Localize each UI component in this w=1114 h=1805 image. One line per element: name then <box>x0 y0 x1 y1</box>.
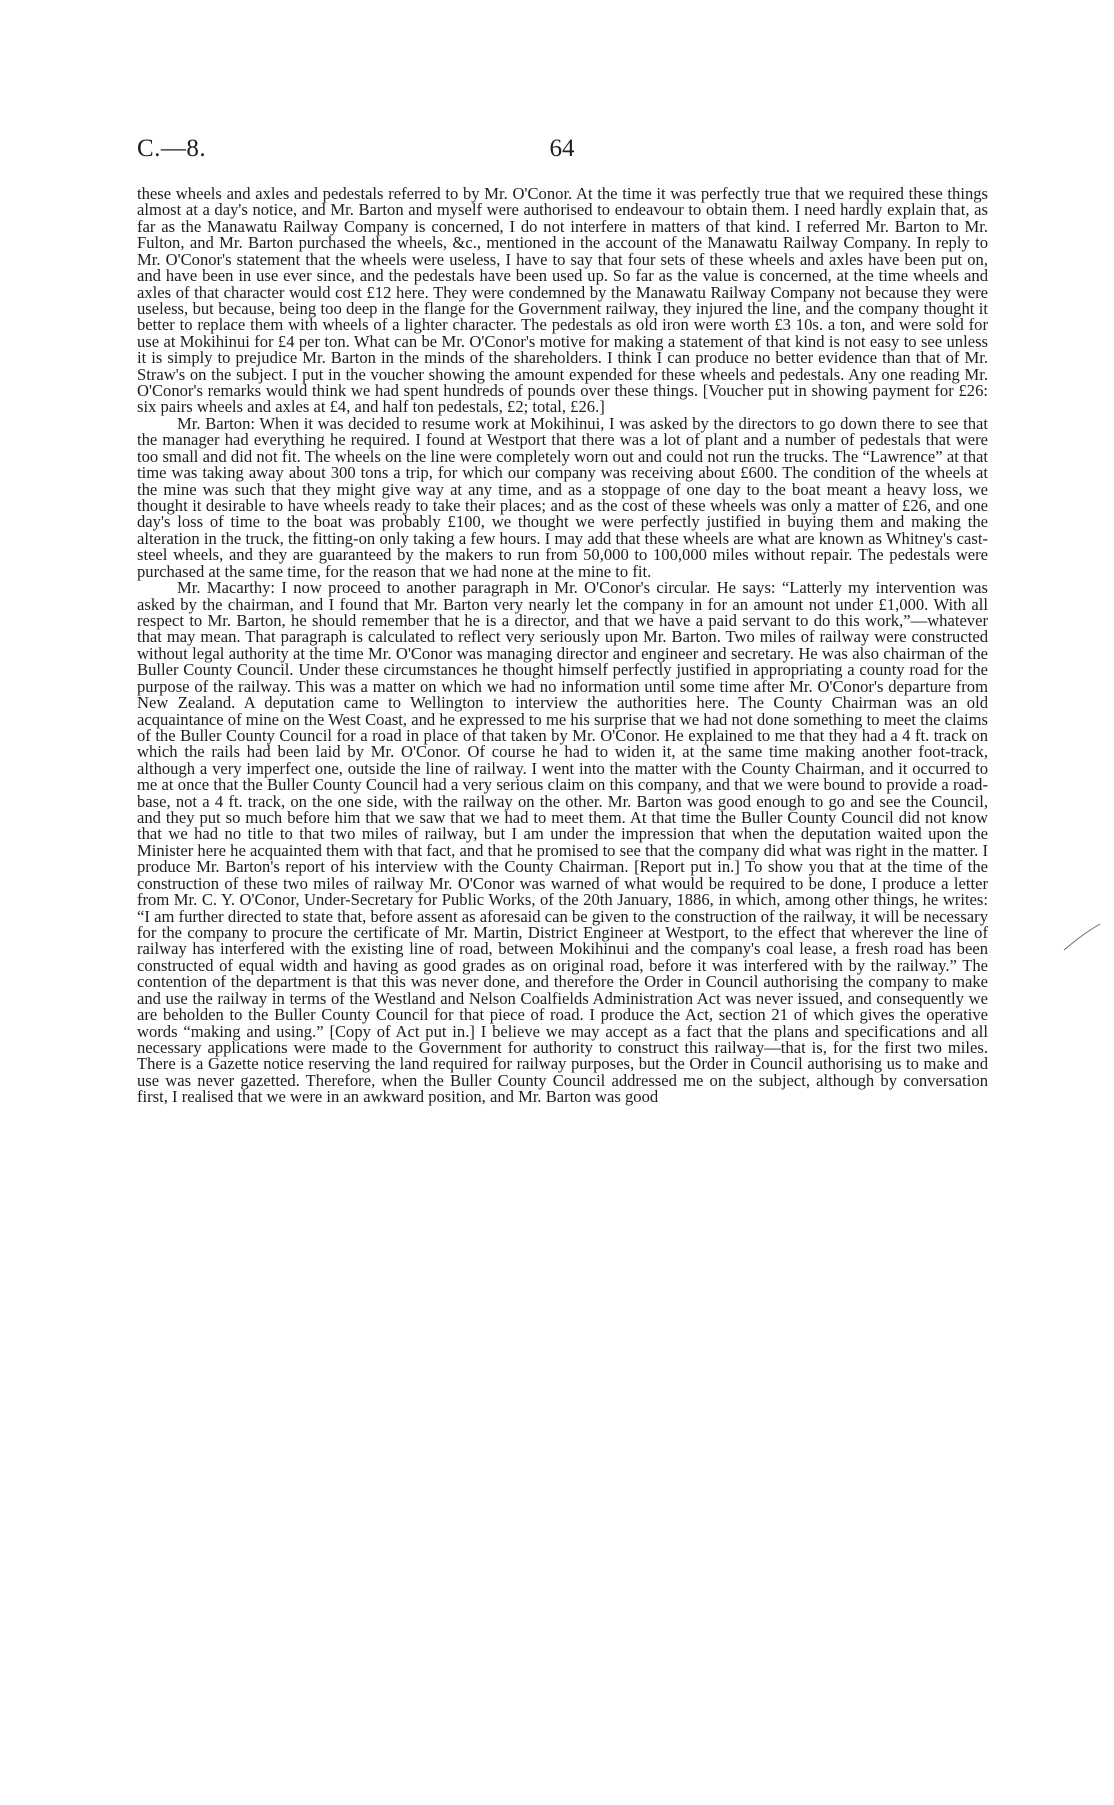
body-text <box>137 186 988 1106</box>
page-number: 64 <box>549 135 575 162</box>
paragraph-continued: these wheels and axles and pedestals referred to by Mr. O'Conor. At the time it was perfectly true that we required these things almost at a day's notice, and Mr. Barton and myself were authorised to endeavour to obtain them. I need hardly explain that, as far as the Manawatu Railway Company is concerned, I do not interfere in matters of that kind. I referred Mr. Barton to Mr. Fulton, and Mr. Barton purchased the wheels, &c., mentioned in the account of the Manawatu Railway Company. In reply to Mr. O'Conor's statement that the wheels were useless, I have to say that four sets of these wheels and axles have been put on, and have been in use ever since, and the pedestals have been used up. So far as the value is concerned, at the time wheels and axles of that character would cost £12 here. They were condemned by the Manawatu Railway Company not because they were useless, but because, being too deep in the flange for the Government railway, they injured the line, and the company thought it better to replace them with wheels of a lighter character. The pedestals as old iron were worth £3 10s. a ton, and were sold for use at Mokihinui for £4 per ton. What can be Mr. O'Conor's motive for making a statement of that kind is not easy to see unless it is simply to prejudice Mr. Barton in the minds of the shareholders. I think I can produce no better evidence than that of Mr. Straw's on the subject. I put in the voucher showing the amount expended for these wheels and pedestals. Any one reading Mr. O'Conor's remarks would think we had spent hundreds of pounds over these things. [Voucher put in showing payment for £26: six pairs wheels and axles at £4, and half ton pedestals, £2; total, £26.] <box>137 184 988 417</box>
document-reference: C.—8. <box>137 135 207 162</box>
page-header <box>137 135 987 171</box>
paragraph-macarthy: Mr. Macarthy: I now proceed to another paragraph in Mr. O'Conor's circular. He says: “Latterly my intervention was asked by the chairman, and I found that Mr. Barton very nearly let the company in for an amount not under £1,000. With all respect to Mr. Barton, he should remember that he is a director, and that we have a paid servant to do this work,”—whatever that may mean. That paragraph is calculated to reflect very seriously upon Mr. Barton. Two miles of railway were constructed without legal authority at the time Mr. O'Conor was managing director and engineer and secretary. He was also chairman of the Buller County Council. Under these circumstances he thought himself perfectly justified in appropriating a county road for the purpose of the railway. This was a matter on which we had no information until some time after Mr. O'Conor's departure from New Zealand. A deputation came to Wellington to interview the authorities here. The County Chairman was an old acquaintance of mine on the West Coast, and he expressed to me his surprise that we had not done something to meet the claims of the Buller County Council for a road in place of that taken by Mr. O'Conor. He explained to me that they had a 4 ft. track on which the rails had been laid by Mr. O'Conor. Of course he had to widen it, at the same time making another foot-track, although a very imperfect one, outside the line of railway. I went into the matter with the County Chairman, and it occurred to me at once that the Buller County Council had a very serious claim on this company, and that we were bound to provide a road-base, not a 4 ft. track, on the one side, with the railway on the other. Mr. Barton was good enough to go and see the Council, and they put so much before him that we saw that we had to meet them. At that time the Buller County Council did not know that we had no title to that two miles of railway, but I am under the impression that when the deputation waited upon the Minister here he acquainted them with that fact, and that he promised to see that the company did what was right in the matter. I produce Mr. Barton's report of his interview with the County Chairman. [Report put in.] To show you that at the time of the construction of these two miles of railway Mr. O'Conor was warned of what would be required to be done, I produce a letter from Mr. C. Y. O'Conor, Under-Secretary for Public Works, of the 20th January, 1886, in which, among other things, he writes: “I am further directed to state that, before assent as aforesaid can be given to the construction of the railway, it will be necessary for the company to procure the certificate of Mr. Martin, District Engineer at Westport, to the effect that wherever the line of railway has interfered with the existing line of road, between Mokihinui and the company's coal lease, a fresh road has been constructed of equal width and having as good grades as on original road, before it was interfered with by the railway.” The contention of the department is that this was never done, and therefore the Order in Council authorising the company to make and use the railway in terms of the Westland and Nelson Coalfields Administration Act was never issued, and consequently we are beholden to the Buller County Council for that piece of road. I produce the Act, section 21 of which gives the operative words “making and using.” [Copy of Act put in.] I believe we may accept as a fact that the plans and specifications and all necessary applications were made to the Government for authority to construct this railway—that is, for the first two miles. There is a Gazette notice reserving the land required for railway purposes, but the Order in Council authorising us to make and use was never gazetted. Therefore, when the Buller County Council addressed me on the subject, although by conversation first, I realised that we were in an awkward position, and Mr. Barton was good <box>137 578 988 1107</box>
paragraph-barton: Mr. Barton: When it was decided to resume work at Mokihinui, I was asked by the directors to go down there to see that the manager had everything he required. I found at Westport that there was a lot of plant and a number of pedestals that were too small and did not fit. The wheels on the line were completely worn out and could not run the trucks. The “Lawrence” at that time was taking away about 300 tons a trip, for which our company was receiving about £600. The condition of the wheels at the mine was such that they might give way at any time, and as a stoppage of one day to the boat meant a heavy loss, we thought it desirable to have wheels ready to take their places; and as the cost of these wheels was only a matter of £26, and one day's loss of time to the boat was probably £100, we thought we were perfectly justified in buying them and making the alteration in the truck, the fitting-on only taking a few hours. I may add that these wheels are what are known as Whitney's cast-steel wheels, and they are guaranteed by the makers to run from 50,000 to 100,000 miles without repair. The pedestals were purchased at the same time, for the reason that we had none at the mine to fit. <box>137 413 988 581</box>
pencil-margin-mark <box>1062 920 1102 956</box>
